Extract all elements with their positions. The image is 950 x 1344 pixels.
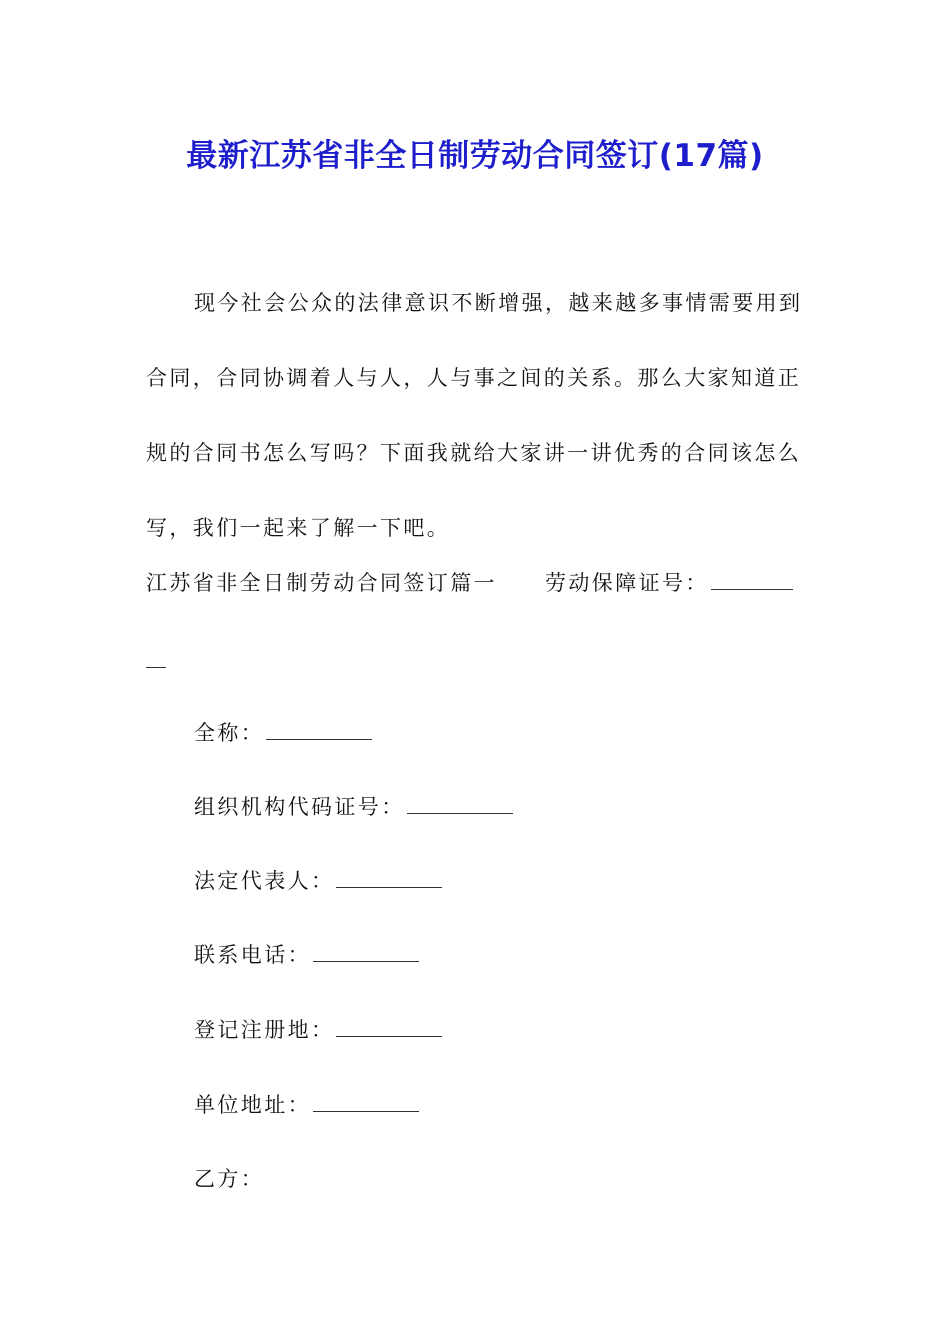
field-label: 单位地址： bbox=[194, 1093, 311, 1117]
field-label: 全称： bbox=[194, 721, 265, 745]
field-label: 法定代表人： bbox=[194, 869, 335, 893]
section-heading-line bbox=[146, 568, 793, 598]
field-registered-place bbox=[194, 1015, 442, 1045]
document-title: 最新江苏省非全日制劳动合同签订(17篇) bbox=[186, 138, 764, 174]
party-b-line bbox=[194, 1164, 264, 1194]
field-full-name bbox=[194, 718, 372, 748]
field-phone bbox=[194, 940, 419, 970]
field-blank bbox=[266, 723, 372, 740]
section-heading: 江苏省非全日制劳动合同签订篇一 bbox=[146, 571, 497, 595]
intro-paragraph: 现今社会公众的法律意识不断增强，越来越多事情需要用到合同，合同协调着人与人，人与事之间的关系。那么大家知道正规的合同书怎么写吗？下面我就给大家讲一讲优秀的合同该怎么写，我们一起来了解一下吧。 bbox=[146, 291, 803, 540]
field-blank bbox=[313, 945, 419, 962]
labor-cert-blank-continued bbox=[146, 646, 166, 676]
field-address bbox=[194, 1090, 419, 1120]
field-label: 登记注册地： bbox=[194, 1018, 335, 1042]
field-label: 联系电话： bbox=[194, 943, 311, 967]
labor-cert-blank bbox=[711, 573, 793, 590]
field-blank bbox=[336, 871, 442, 888]
field-blank bbox=[336, 1020, 442, 1037]
field-org-code bbox=[194, 792, 513, 822]
party-b-label: 乙方： bbox=[194, 1167, 265, 1191]
labor-cert-blank-tail bbox=[146, 651, 166, 668]
field-legal-rep bbox=[194, 866, 442, 896]
field-blank bbox=[407, 797, 513, 814]
labor-cert-label: 劳动保障证号： bbox=[545, 571, 709, 595]
field-label: 组织机构代码证号： bbox=[194, 795, 405, 819]
field-blank bbox=[313, 1095, 419, 1112]
